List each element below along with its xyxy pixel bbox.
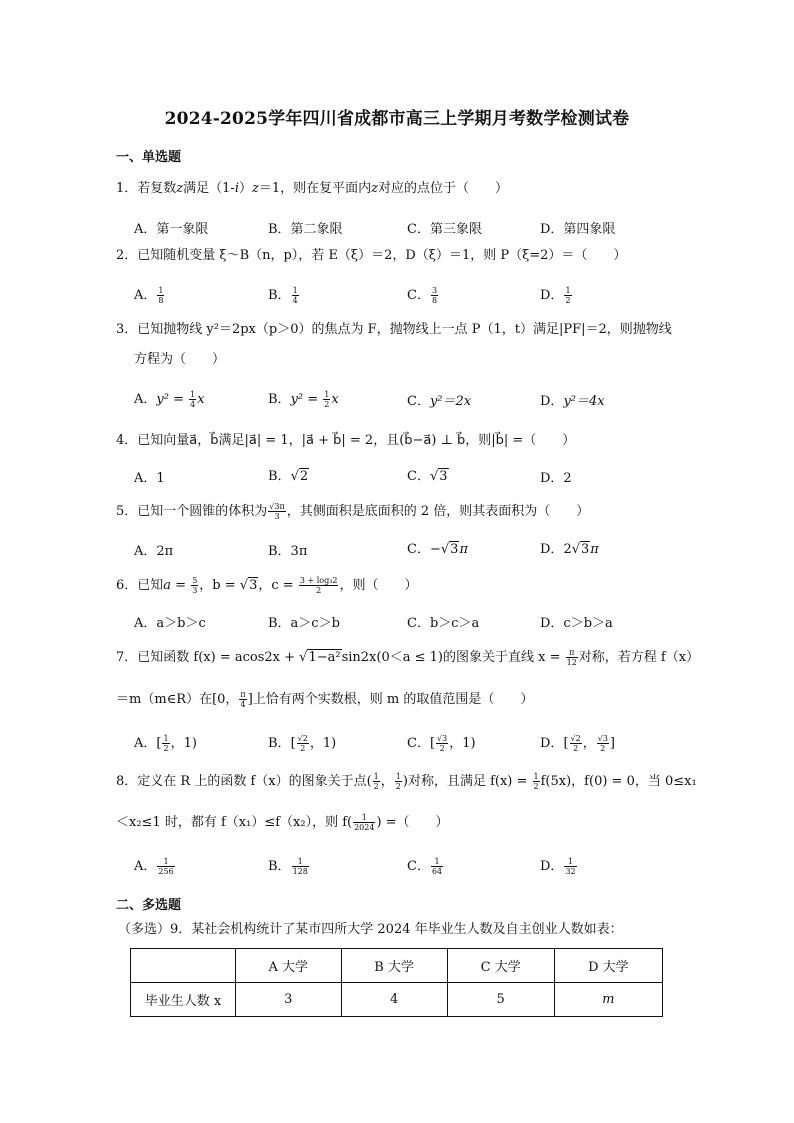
table-header-cell: B 大学	[341, 949, 447, 983]
fraction: $\frac{√3}{2}$	[437, 734, 448, 753]
q6-option-d[interactable]: D．c＞b＞a	[540, 616, 613, 631]
q1-option-a[interactable]: A．第一象限	[134, 222, 209, 237]
section-single-choice: 一、单选题	[116, 150, 182, 165]
q2-option-a[interactable]: A． $\frac{1}{8}$	[134, 286, 164, 305]
q7-option-a[interactable]: A．[ $\frac{1}{2}$ ，1)	[134, 734, 197, 753]
question-3-stem-line1: 3．已知抛物线 y²＝2px（p＞0）的焦点为 F，抛物线上一点 P（1，t）满足|PF|＝2，则抛物线	[116, 322, 672, 337]
table-cell: m	[554, 983, 662, 1017]
table-cell: 5	[447, 983, 554, 1017]
fraction: $\frac{1}{4}$	[292, 286, 298, 305]
q3-option-c[interactable]: C．y²＝2x	[407, 394, 472, 409]
table-cell: 4	[341, 983, 447, 1017]
sqrt: √3	[429, 469, 448, 484]
q8-option-b[interactable]: B． $\frac{1}{128}$	[268, 857, 308, 876]
fraction: $\frac{√3}{2}$	[597, 734, 608, 753]
fraction: $\frac{1}{128}$	[292, 857, 308, 876]
fraction: $\frac{1}{4}$	[190, 390, 196, 409]
sqrt: √1−a²	[299, 650, 341, 665]
q6-option-b[interactable]: B．a＞c＞b	[268, 616, 340, 631]
q2-option-d[interactable]: D． $\frac{1}{2}$	[540, 286, 571, 305]
question-6-stem: 6．已知a = $\frac{5}{3}$ ，b = √3，c = $\frac{\text{3 + log₃2}}{2}$ ，则（ ）	[116, 576, 418, 595]
q7-option-d[interactable]: D．[ $\frac{√2}{2}$ ， $\frac{√3}{2}$ ]	[540, 734, 615, 753]
question-4-stem: 4．已知向量a⃗，b⃗满足|a⃗| = 1，|a⃗ + b⃗| = 2，且(b⃗−a⃗) ⊥ b⃗，则|b⃗| =（ ）	[116, 433, 576, 448]
q5-option-a[interactable]: A．2π	[134, 544, 174, 559]
q2-option-c[interactable]: C． $\frac{3}{8}$	[407, 286, 438, 305]
q4-option-d[interactable]: D．2	[540, 471, 572, 486]
q2-option-b[interactable]: B． $\frac{1}{4}$	[268, 286, 298, 305]
q6-option-a[interactable]: A．a＞b＞c	[134, 616, 206, 631]
fraction: $\frac{1}{2}$	[373, 772, 379, 791]
fraction: $\frac{5}{3}$	[192, 576, 198, 595]
table-cell: 3	[236, 983, 342, 1017]
page-title: 2024-2025学年四川省成都市高三上学期月考数学检测试卷	[164, 109, 630, 129]
fraction: $\frac{√2}{2}$	[297, 734, 308, 753]
fraction: $\frac{1}{2}$	[533, 772, 539, 791]
q1-option-b[interactable]: B．第二象限	[268, 222, 343, 237]
sqrt: √3	[239, 578, 258, 593]
graduates-table	[130, 948, 663, 1017]
q5-option-b[interactable]: B．3π	[268, 544, 308, 559]
q1-option-c[interactable]: C．第三象限	[407, 222, 482, 237]
q3-option-b[interactable]: B．y² = $\frac{1}{2}$ x	[268, 390, 339, 409]
q1-option-d[interactable]: D．第四象限	[540, 222, 616, 237]
section-multiple-choice: 二、多选题	[116, 898, 182, 913]
fraction: $\frac{\text{3 + log₃2}}{2}$	[299, 576, 338, 595]
fraction: $\frac{\pi}{12}$	[566, 648, 577, 667]
q8-option-d[interactable]: D． $\frac{1}{32}$	[540, 857, 576, 876]
question-8-stem-line1: 8．定义在 R 上的函数 f（x）的图象关于点( $\frac{1}{2}$ ， $\frac{1}{2}$ )对称，且满足 f(x) = $\frac{1}{2}$ f(5x)，f(0) = 0，当 0≤x₁	[116, 772, 697, 791]
fraction: $\frac{3}{8}$	[431, 286, 438, 305]
fraction: $\frac{√3\pi}{3}$	[269, 502, 285, 521]
question-5-stem: 5．已知一个圆锥的体积为 $\frac{√3\pi}{3}$ ，其侧面积是底面积的 2 倍，则其表面积为（ ）	[116, 502, 590, 521]
q4-option-b[interactable]: B．√2	[268, 469, 309, 484]
q5-option-c[interactable]: C．−√3π	[407, 542, 468, 557]
fraction: $\frac{\pi}{4}$	[240, 690, 246, 709]
question-2-stem: 2．已知随机变量 ξ～B（n，p），若 E（ξ）＝2，D（ξ）＝1，则 P（ξ=2）＝（ ）	[116, 248, 627, 263]
q6-option-c[interactable]: C．b＞c＞a	[407, 616, 480, 631]
q4-option-a[interactable]: A．1	[134, 471, 165, 486]
question-7-stem-line1: 7．已知函数 f(x) = acos2x + √1−a²sin2x(0＜a ≤ 1)的图象关于直线 x = $\frac{\pi}{12}$ 对称，若方程 f（x）	[116, 648, 700, 667]
table-row	[131, 983, 663, 1017]
table-header-cell: C 大学	[447, 949, 554, 983]
question-9-stem: （多选）9．某社会机构统计了某市四所大学 2024 年毕业生人数及自主创业人数如表：	[118, 922, 623, 937]
fraction: $\frac{1}{32}$	[565, 857, 576, 876]
fraction: $\frac{1}{64}$	[431, 857, 443, 876]
question-3-stem-line2: 方程为（ ）	[134, 352, 226, 367]
table-header-cell: D 大学	[554, 949, 662, 983]
q4-option-c[interactable]: C．√3	[407, 469, 448, 484]
fraction: $\frac{1}{256}$	[158, 857, 174, 876]
sqrt: √3	[571, 542, 590, 557]
fraction: $\frac{1}{2024}$	[354, 813, 375, 832]
table-header-row	[131, 949, 663, 983]
fraction: $\frac{1}{2}$	[395, 772, 401, 791]
table-header-cell: A 大学	[236, 949, 342, 983]
q3-option-a[interactable]: A．y² = $\frac{1}{4}$ x	[134, 390, 205, 409]
sqrt: √3	[440, 542, 459, 557]
question-8-stem-line2: ＜x₂≤1 时，都有 f（x₁）≤f（x₂），则 f( $\frac{1}{2024}$ ) =（ ）	[116, 813, 449, 832]
table-cell: 毕业生人数 x	[131, 983, 236, 1017]
sqrt: √2	[290, 469, 309, 484]
q8-option-c[interactable]: C． $\frac{1}{64}$	[407, 857, 443, 876]
q5-option-d[interactable]: D．2√3π	[540, 542, 599, 557]
q7-option-c[interactable]: C．[ $\frac{√3}{2}$ ，1)	[407, 734, 476, 753]
question-7-stem-line2: ＝m（m∈R）在[0， $\frac{\pi}{4}$ ]上恰有两个实数根，则 m 的取值范围是（ ）	[116, 690, 534, 709]
fraction: $\frac{1}{2}$	[324, 390, 330, 409]
fraction: $\frac{1}{2}$	[163, 734, 169, 753]
q3-option-d[interactable]: D．y²＝4x	[540, 394, 605, 409]
q7-option-b[interactable]: B．[ $\frac{√2}{2}$ ，1)	[268, 734, 337, 753]
fraction: $\frac{1}{2}$	[565, 286, 571, 305]
question-1-stem: 1．若复数z满足（1-i）z＝1，则在复平面内z对应的点位于（ ）	[116, 181, 509, 196]
q8-option-a[interactable]: A． $\frac{1}{256}$	[134, 857, 174, 876]
fraction: $\frac{1}{8}$	[158, 286, 164, 305]
fraction: $\frac{√2}{2}$	[570, 734, 581, 753]
table-header-cell	[131, 949, 236, 983]
